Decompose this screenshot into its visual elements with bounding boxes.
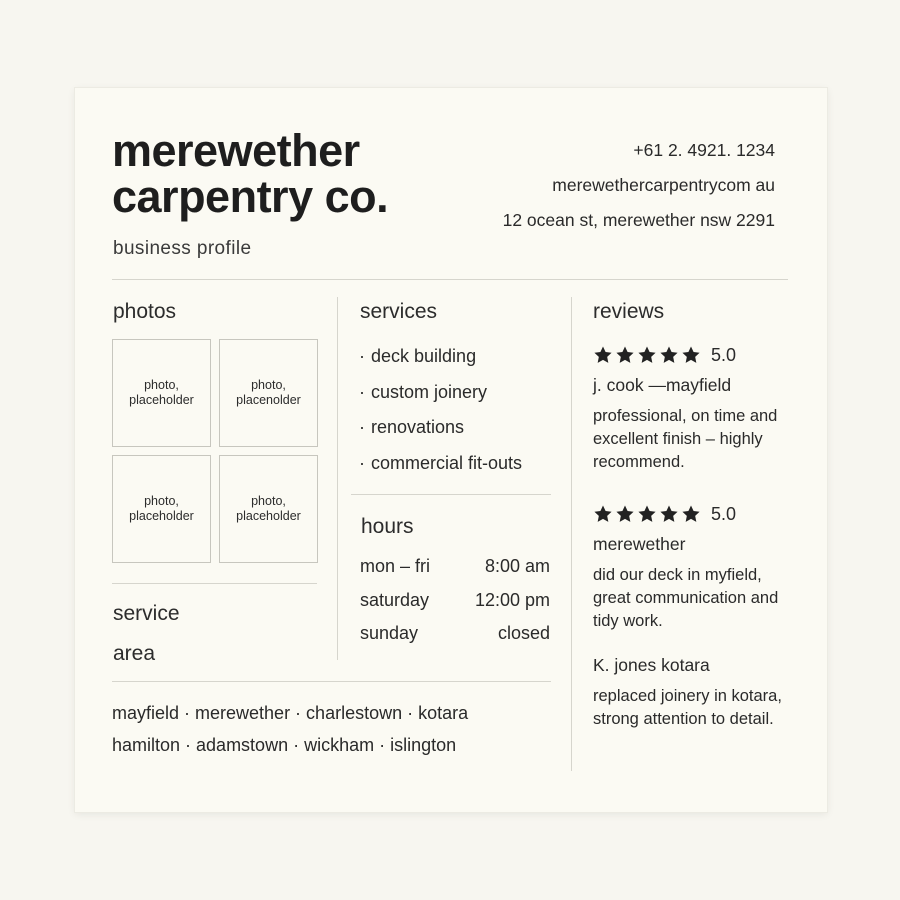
photo-placeholder-label: placeholder [236,509,301,523]
photo-placeholder[interactable] [112,339,211,447]
rating-value: 5.0 [711,503,737,524]
star-icon [659,504,679,524]
page-subtitle: business profile [113,238,252,259]
photo-placeholder[interactable] [112,455,211,563]
hours-day: saturday [360,589,430,610]
column-divider-left [337,297,338,660]
star-icon [637,504,657,524]
list-item: · custom joinery [359,381,488,402]
hours-day: mon – fri [360,556,431,576]
photo-placeholder-label: photo, [144,378,179,392]
photos-divider [112,583,317,584]
hours-day: sunday [360,623,419,643]
hours-row [360,556,550,590]
service-area-suburbs-line1: mayfield · merewether · charlestown · kotara [112,703,469,723]
star-rating [593,345,701,365]
rating-value: 5.0 [711,344,737,365]
review-item [593,502,803,633]
hours-table [360,556,550,657]
review-item [593,343,803,474]
service-area-suburbs-line2: hamilton · adamstown · wickham · islington [112,735,457,755]
star-icon [659,345,679,365]
service-label: renovations [371,417,465,437]
photo-placeholder-label: photo, [251,378,286,392]
review-text: professional, on time and excellent finish – highly recommend. [593,407,778,471]
service-area-divider [112,681,551,682]
column-divider-right [571,297,572,771]
review-author: merewether [593,534,686,554]
star-icon [615,504,635,524]
business-profile-card [75,88,827,812]
services-divider [351,494,551,495]
business-name-line1: merewether [112,125,360,176]
list-item: · deck building [359,346,477,366]
hours-row [360,623,550,657]
star-icon [593,345,613,365]
photo-placeholder-label: photo, [251,494,286,508]
star-icon [615,345,635,365]
service-label: deck building [371,346,477,366]
services-list [359,346,522,488]
hours-heading: hours [361,515,414,538]
hours-time: closed [497,623,550,643]
photos-heading: photos [113,300,177,323]
services-heading: services [360,300,438,323]
contact-block [503,138,775,243]
list-item: · renovations [359,417,465,437]
business-name-line2: carpentry co. [112,171,389,222]
photo-placeholder-label: placenolder [236,393,301,407]
business-name [112,125,389,222]
review-author: j. cook —mayfield [593,375,732,395]
star-icon [593,504,613,524]
photo-placeholder-label: placeholder [129,509,194,523]
reviews-heading: reviews [593,300,665,323]
service-area-heading-line2: area [113,642,156,665]
photo-placeholder[interactable] [219,455,318,563]
hours-row [360,590,550,624]
hours-time: 8:00 am [484,556,550,576]
website-link[interactable]: merewethercarpentrycom au [552,175,775,195]
review-author: K. jones kotara [593,655,710,675]
photo-placeholder-label: photo, [144,494,179,508]
photo-placeholder[interactable] [219,339,318,447]
review-rating [593,343,803,367]
review-rating [593,502,803,526]
photo-placeholder-label: placeholder [129,393,194,407]
list-item: · commercial fit-outs [359,452,523,473]
review-item [593,655,803,731]
service-label: commercial fit-outs [371,452,523,473]
header-divider [112,279,788,280]
star-icon [637,345,657,365]
address: 12 ocean st, merewether nsw 2291 [502,210,775,230]
phone-number[interactable]: +61 2. 4921. 1234 [633,140,775,160]
star-icon [681,345,701,365]
service-label: custom joinery [371,381,488,402]
review-text: replaced joinery in kotara, strong attention to detail. [593,687,782,728]
star-icon [681,504,701,524]
service-area-heading-line1: service [113,602,180,625]
review-text: did our deck in myfield, great communication and tidy work. [593,566,779,630]
hours-time: 12:00 pm [474,589,550,610]
star-rating [593,504,701,524]
reviews-list [593,343,803,731]
